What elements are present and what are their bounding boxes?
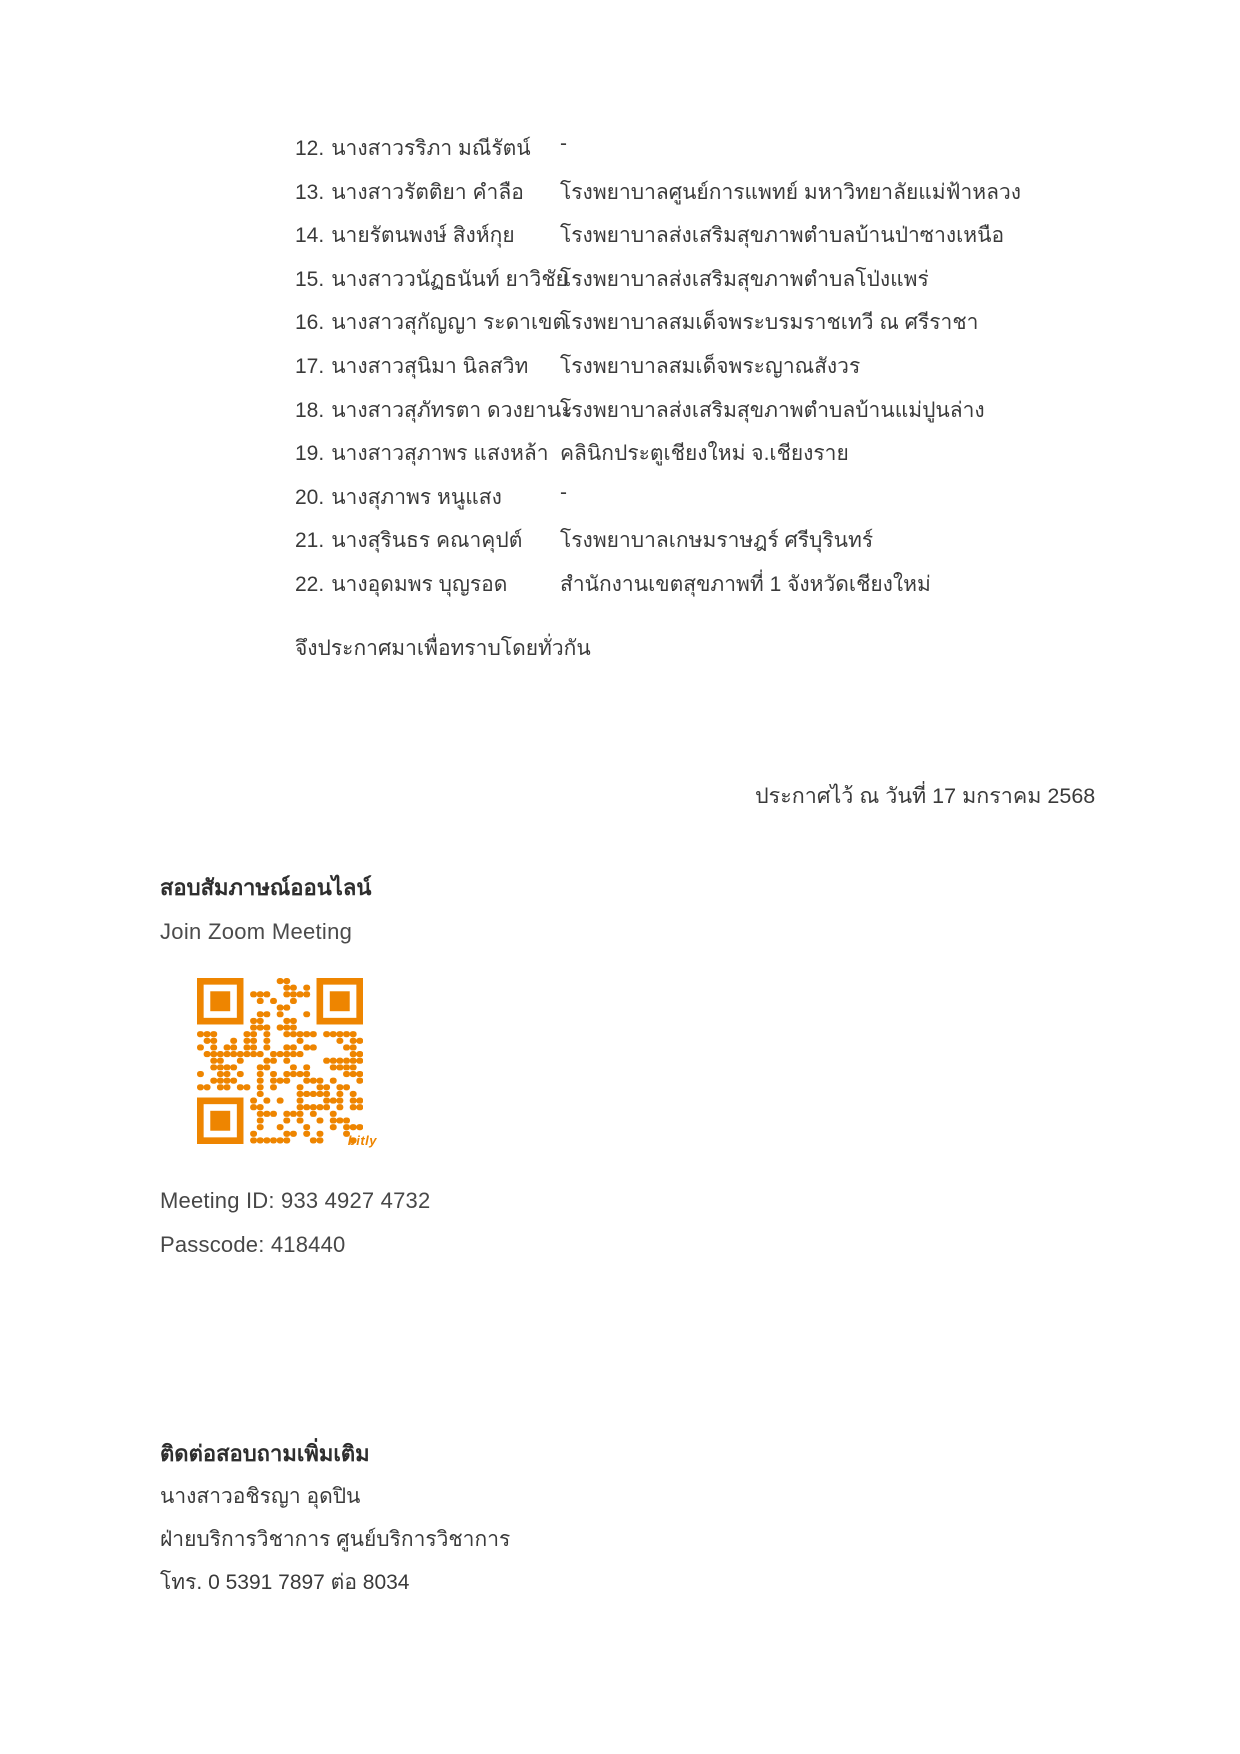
item-number: 17. [295, 354, 325, 378]
list-item [295, 437, 1175, 481]
announcement-date: ประกาศไว้ ณ วันที่ 17 มกราคม 2568 [755, 784, 1096, 808]
qr-code-svg [197, 978, 363, 1144]
zoom-meeting-qr-code [197, 978, 377, 1148]
applicant-name: นางสุรินธร คณาคุปต์ [331, 529, 523, 553]
applicant-name: นางสาวสุภาพร แสงหล้า [331, 442, 549, 466]
applicant-name: นางสาวสุกัญญา ระดาเขต [331, 311, 567, 335]
list-item [295, 132, 1175, 176]
applicant-name: นางสาวรัตติยา คำลือ [331, 180, 524, 204]
list-item [295, 481, 1175, 525]
item-number: 12. [295, 137, 325, 160]
applicant-name: นางสาววนัฏธนันท์ ยาวิชัย [331, 267, 568, 291]
applicant-name: นางสาวสุนิมา นิลสวิท [331, 354, 529, 378]
applicant-organization: สำนักงานเขตสุขภาพที่ 1 จังหวัดเชียงใหม่ [560, 572, 931, 596]
applicant-name: นางสุภาพร หนูแสง [331, 485, 502, 509]
online-interview-heading: สอบสัมภาษณ์ออนไลน์ [160, 875, 372, 900]
list-item [295, 176, 1175, 220]
applicant-organization: โรงพยาบาลสมเด็จพระบรมราชเทวี ณ ศรีราชา [560, 311, 979, 335]
contact-person: นางสาวอชิรญา อุดปิน [160, 1485, 361, 1508]
item-number: 13. [295, 180, 325, 204]
closing-statement: จึงประกาศมาเพื่อทราบโดยทั่วกัน [295, 637, 591, 660]
list-item [295, 306, 1175, 350]
item-number: 15. [295, 267, 325, 291]
item-number: 16. [295, 311, 325, 335]
contact-department: ฝ่ายบริการวิชาการ ศูนย์บริการวิชาการ [160, 1528, 511, 1551]
list-item [295, 219, 1175, 263]
contact-heading: ติดต่อสอบถามเพิ่มเติม [160, 1441, 370, 1466]
applicant-organization: - [560, 480, 567, 504]
list-item [295, 524, 1175, 568]
applicant-organization: โรงพยาบาลส่งเสริมสุขภาพตำบลบ้านป่าซางเหนือ [560, 224, 1005, 248]
applicant-name: นายรัตนพงษ์ สิงห์กุย [331, 224, 515, 248]
join-zoom-label: Join Zoom Meeting [160, 919, 353, 944]
applicant-organization: - [560, 132, 567, 155]
contact-phone: โทร. 0 5391 7897 ต่อ 8034 [160, 1571, 410, 1594]
item-number: 21. [295, 529, 325, 553]
meeting-id: Meeting ID: 933 4927 4732 [160, 1188, 431, 1213]
applicant-name: นางสาวรริภา มณีรัตน์ [331, 137, 531, 160]
list-item [295, 350, 1175, 394]
item-number: 19. [295, 442, 325, 466]
applicant-organization: โรงพยาบาลเกษมราษฎร์ ศรีบุรินทร์ [560, 529, 874, 553]
applicant-name: นางสาวสุภัทรตา ดวงยานะ [331, 398, 573, 422]
applicant-organization: โรงพยาบาลส่งเสริมสุขภาพตำบลบ้านแม่ปูนล่าง [560, 398, 985, 422]
item-number: 22. [295, 572, 325, 596]
list-item [295, 263, 1175, 307]
applicant-list [295, 132, 1175, 612]
list-item [295, 568, 1175, 612]
bitly-logo: bitly [347, 1133, 377, 1148]
applicant-name: นางอุดมพร บุญรอด [331, 572, 508, 596]
item-number: 14. [295, 224, 325, 248]
applicant-organization: โรงพยาบาลส่งเสริมสุขภาพตำบลโป่งแพร่ [560, 267, 929, 291]
passcode: Passcode: 418440 [160, 1232, 346, 1257]
item-number: 20. [295, 485, 325, 509]
list-item [295, 394, 1175, 438]
applicant-organization: โรงพยาบาลศูนย์การแพทย์ มหาวิทยาลัยแม่ฟ้าหลวง [560, 180, 1022, 204]
applicant-organization: คลินิกประตูเชียงใหม่ จ.เชียงราย [560, 442, 849, 466]
applicant-organization: โรงพยาบาลสมเด็จพระญาณสังวร [560, 354, 861, 378]
item-number: 18. [295, 398, 325, 422]
